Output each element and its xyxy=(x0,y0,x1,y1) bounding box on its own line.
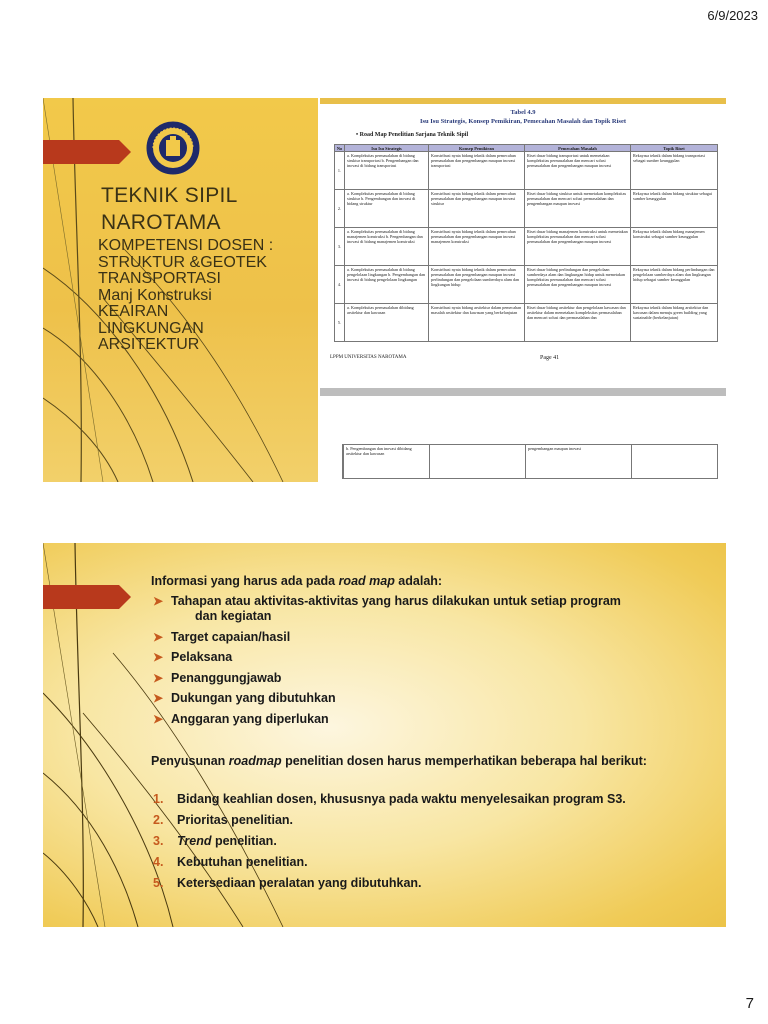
list-number: 3. xyxy=(153,833,164,848)
table-cell: Konstribusi nyata bidang teknik dalam pemecahan permasalahan dan pengembangan maupun inovasi struktur xyxy=(429,190,525,228)
gold-bar xyxy=(320,98,726,104)
title-line: NAROTAMA xyxy=(101,211,221,234)
slide-1-title xyxy=(101,182,316,236)
page-date: 6/9/2023 xyxy=(707,8,758,23)
table-cell: 5. xyxy=(335,304,345,342)
page-separator xyxy=(320,388,726,396)
subtitle-line: KOMPETENSI DOSEN : xyxy=(98,237,274,254)
arrow-bullet-icon: ➤ xyxy=(153,691,164,705)
arrow-bullet-icon: ➤ xyxy=(153,670,164,685)
guidance-emphasis: roadmap xyxy=(228,753,282,768)
roadmap-table-continued xyxy=(342,444,718,479)
subtitle-line: ARSITEKTUR xyxy=(98,336,200,353)
column-header: Konsep Pemikiran xyxy=(429,145,525,152)
slide-2-content xyxy=(151,574,711,897)
table-cell: b. Pengembangan dan inovasi dibidang arsitektur dan kawasan xyxy=(344,445,430,479)
list-item-text: Penanggungjawab xyxy=(171,670,282,685)
table-header-row xyxy=(335,145,718,152)
subtitle-line: Manj Konstruksi xyxy=(98,286,212,304)
subtitle-line: KEAIRAN xyxy=(98,303,169,320)
column-header: Isu Isu Strategis xyxy=(345,145,429,152)
list-item-text: penelitian. xyxy=(211,833,277,848)
slide-1 xyxy=(43,98,726,482)
guidance-text: penelitian dosen harus memperhatikan beberapa hal berikut: xyxy=(281,753,647,768)
slide-1-title-panel xyxy=(43,98,318,482)
list-item xyxy=(151,855,711,870)
table-cell: Rekayasa teknik dalam bidang transportasi sebagai sumber keunggulan xyxy=(631,152,718,190)
arrow-shape xyxy=(43,585,131,609)
table-cell: a. Kompleksitas permasalahan di bidang struktur transportasi b. Pengembangan dan inovasi di bidang transportasi xyxy=(345,152,429,190)
list-item-text: Kebutuhan penelitian. xyxy=(177,854,308,869)
table-cell: Riset dasar bidang struktur untuk memetakan kompleksitas permasalahan dan mencari solusi permasalahan dan pengembangan maupun inovasi xyxy=(525,190,631,228)
list-item-text: Prioritas penelitian. xyxy=(177,812,294,827)
table-cell: 1. xyxy=(335,152,345,190)
doc-bullet-text: Road Map Penelitian Sarjana Teknik Sipil xyxy=(359,132,469,138)
roadmap-guidance xyxy=(151,754,711,768)
list-item xyxy=(151,594,711,624)
table-cell: a. Kompleksitas permasalahan dibidang arsitektur dan kawasan xyxy=(345,304,429,342)
list-item-text: Pelaksana xyxy=(171,650,233,664)
list-item-text: Bidang keahlian dosen, khususnya pada waktu menyelesaikan program S3. xyxy=(177,791,626,806)
intro-emphasis: road map xyxy=(338,574,395,588)
list-number: 2. xyxy=(153,812,164,827)
table-cell: Rekayasa teknik dalam bidang manajemen konstruksi sebagai sumber keunggulan xyxy=(631,228,718,266)
subtitle-line: LINGKUNGAN xyxy=(98,319,204,337)
table-cell: Riset dasar bidang transportasi untuk memetakan kompleksitas permasalahan dan mencari solusi permasalahan dan pengembangan maupun inovasi xyxy=(525,152,631,190)
table-caption: Tabel 4.9 xyxy=(510,109,536,116)
guidance-numbered-list xyxy=(151,792,711,891)
page-number: 7 xyxy=(745,995,754,1012)
arrow-shape xyxy=(43,140,131,164)
table-cell: Konstribusi nyata bidang teknik dalam pemecahan permasalahan dan pengembangan maupun inovasi manajemen konstruksi xyxy=(429,228,525,266)
table-cell: Konstribusi nyata bidang teknik dalam pemecahan permasalahan dan pengembangan maupun inovasi perlindungan dan pengelolaan sumberdaya alam dan lingkungan hidup xyxy=(429,266,525,304)
list-item-emphasis: Trend xyxy=(177,833,212,848)
subtitle-line: TRANSPORTASI xyxy=(98,270,221,287)
table-cell: Rekayasa teknik dalam bidang arsitektur dan kawasan dalam menuju green building yang sustainable (berkelanjutan) xyxy=(631,304,718,342)
intro-text: adalah: xyxy=(394,574,443,588)
list-number: 4. xyxy=(153,854,164,869)
list-item-text: Anggaran yang diperlukan xyxy=(171,711,329,726)
arrow-bullet-icon: ➤ xyxy=(153,594,164,608)
list-item xyxy=(151,650,711,665)
slide-2 xyxy=(43,543,726,927)
column-header: No xyxy=(335,145,345,152)
list-number: 5. xyxy=(153,875,164,890)
document-excerpt xyxy=(320,98,726,482)
table-cell: Rekayasa teknik dalam bidang perlindungan dan pengelolaan sumberdaya alam dan lingkungan hidup sebagai sumber keunggulan xyxy=(631,266,718,304)
list-item-text: dan kegiatan xyxy=(195,609,272,623)
table-cell: Riset dasar bidang perlindungan dan pengelolaan sumberdaya alam dan lingkungan hidup untuk memetakan kompleksitas permasalahan dan mencari solusi permasalahan dan pengembangan maupun inovasi xyxy=(525,266,631,304)
doc-bullet: • Road Map Penelitian Sarjana Teknik Sipil xyxy=(356,132,469,138)
list-item xyxy=(151,876,711,891)
list-item-text: Dukungan yang dibutuhkan xyxy=(171,691,336,705)
list-item xyxy=(151,691,711,706)
doc-page-number: Page 41 xyxy=(540,355,560,361)
table-cell: a. Kompleksitas permasalahan di bidang struktur b. Pengembangan dan inovasi di bidang struktur xyxy=(345,190,429,228)
roadmap-intro xyxy=(151,574,711,588)
table-title: Isu Isu Strategis, Konsep Pemikiran, Pemecahan Masalah dan Topik Riset xyxy=(419,118,627,125)
table-row xyxy=(335,152,718,190)
roadmap-items-list xyxy=(151,594,711,727)
roadmap-table xyxy=(334,144,718,342)
guidance-text: Penyusunan xyxy=(151,753,229,768)
subtitle-line: STRUKTUR &GEOTEK xyxy=(98,253,267,271)
table-cell: Konstribusi nyata bidang arsitektur dalam pemecahan masalah arsitektur dan kawasan yang berkelanjutan xyxy=(429,304,525,342)
list-item xyxy=(151,813,711,828)
list-item xyxy=(151,834,711,849)
table-cell: Konstribusi nyata bidang teknik dalam pemecahan permasalahan dan pengembangan maupun inovasi transportasi xyxy=(429,152,525,190)
title-line: TEKNIK SIPIL xyxy=(101,184,238,207)
column-header: Pemecahan Masalah xyxy=(525,145,631,152)
table-cell: a. Kompleksitas permasalahan di bidang manajemen konstruksi b. Pengembangan dan inovasi di bidang manajemen konstruksi xyxy=(345,228,429,266)
university-logo xyxy=(145,120,201,176)
table-cell: Riset dasar bidang manajemen konstruksi untuk memetakan kompleksitas permasalahan dan mencari solusi permasalahan dan pengembangan maupun inovasi xyxy=(525,228,631,266)
list-item xyxy=(151,630,711,645)
list-number: 1. xyxy=(153,791,164,806)
slide-1-subtitle xyxy=(98,238,318,354)
table-row xyxy=(335,304,718,342)
arrow-bullet-icon: ➤ xyxy=(153,711,164,726)
table-cell: pengembangan maupun inovasi xyxy=(526,445,632,479)
table-cell: Rekayasa teknik dalam bidang struktur sebagai sumber keunggulan xyxy=(631,190,718,228)
table-cell xyxy=(632,445,718,479)
doc-footer: LPPM UNIVERSITAS NAROTAMA xyxy=(330,355,407,360)
table-cell: Riset dasar bidang arsitektur dan pengelolaan kawasan dan arsitektur dalam memetakan kompleksitas permasalahan dan mencari solusi dan permasalahan dan xyxy=(525,304,631,342)
list-item xyxy=(151,792,711,807)
list-item-text: Tahapan atau aktivitas-aktivitas yang harus dilakukan untuk setiap program xyxy=(171,594,621,608)
list-item-text: Target capaian/hasil xyxy=(171,629,291,644)
table-cell xyxy=(430,445,526,479)
list-item xyxy=(151,712,711,727)
table-heading xyxy=(320,108,726,126)
table-cell: a. Kompleksitas permasalahan di bidang pengelolaan lingkungan b. Pengembangan dan inovasi di bidang pengelolaan lingkungan xyxy=(345,266,429,304)
table-row xyxy=(335,190,718,228)
intro-text: Informasi yang harus ada pada xyxy=(151,574,339,588)
table-row xyxy=(335,266,718,304)
arrow-bullet-icon: ➤ xyxy=(153,629,164,644)
table-cell: 4. xyxy=(335,266,345,304)
arrow-bullet-icon: ➤ xyxy=(153,650,164,664)
table-row xyxy=(335,228,718,266)
column-header: Topik Riset xyxy=(631,145,718,152)
list-item-text: Ketersediaan peralatan yang dibutuhkan. xyxy=(177,875,422,890)
table-cell: 3. xyxy=(335,228,345,266)
table-row xyxy=(343,445,718,479)
table-cell: 2. xyxy=(335,190,345,228)
list-item xyxy=(151,671,711,686)
